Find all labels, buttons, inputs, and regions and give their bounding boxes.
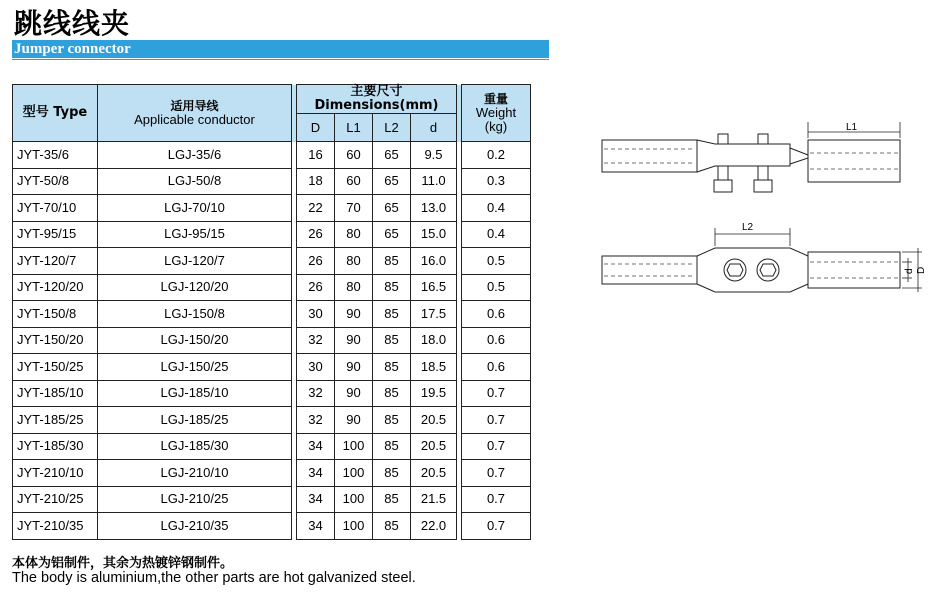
bolt-nut-2 (758, 166, 768, 180)
header-conductor-en: Applicable conductor (134, 112, 255, 127)
cell-D: 22 (297, 195, 335, 222)
banner-underline (12, 59, 549, 60)
cell-d: 9.5 (411, 142, 457, 169)
cell-weight: 0.2 (462, 142, 531, 169)
cell-L2: 85 (373, 407, 411, 434)
cell-weight: 0.4 (462, 195, 531, 222)
label-L2: L2 (742, 222, 754, 233)
cell-d: 22.0 (411, 513, 457, 540)
cell-L1: 60 (335, 142, 373, 169)
label-d: d (904, 268, 915, 274)
cell-d: 21.5 (411, 486, 457, 513)
cell-conductor: LGJ-185/25 (98, 407, 292, 434)
cell-D: 26 (297, 274, 335, 301)
cell-d: 20.5 (411, 407, 457, 434)
right-sleeve-top (808, 252, 900, 288)
hex-1 (727, 264, 743, 276)
cell-weight: 0.7 (462, 407, 531, 434)
section-banner (12, 40, 549, 58)
cell-d: 16.5 (411, 274, 457, 301)
left-sleeve-top (602, 256, 697, 284)
cell-d: 15.0 (411, 221, 457, 248)
cell-L1: 100 (335, 486, 373, 513)
cell-D: 32 (297, 327, 335, 354)
header-weight (462, 85, 531, 142)
header-weight-en: Weight (475, 105, 517, 120)
cell-weight: 0.7 (462, 486, 531, 513)
cell-L1: 90 (335, 301, 373, 328)
cell-conductor: LGJ-210/10 (98, 460, 292, 487)
header-d: d (411, 114, 457, 142)
cell-conductor: LGJ-150/25 (98, 354, 292, 381)
header-D: D (297, 114, 335, 142)
cell-weight: 0.5 (462, 248, 531, 275)
cell-weight: 0.7 (462, 513, 531, 540)
cell-L1: 80 (335, 248, 373, 275)
cell-L1: 100 (335, 460, 373, 487)
table-row (13, 327, 531, 354)
right-sleeve-side (808, 140, 900, 182)
cell-L1: 90 (335, 327, 373, 354)
cell-L2: 85 (373, 380, 411, 407)
cell-L1: 70 (335, 195, 373, 222)
spec-table (12, 84, 531, 540)
cell-type: JYT-50/8 (13, 168, 98, 195)
cell-weight: 0.7 (462, 380, 531, 407)
connector-drawing (590, 110, 940, 310)
table-row (13, 195, 531, 222)
cell-type: JYT-185/30 (13, 433, 98, 460)
header-type: 型号 Type (13, 85, 98, 142)
table-row (13, 221, 531, 248)
cell-conductor: LGJ-150/20 (98, 327, 292, 354)
cell-conductor: LGJ-185/10 (98, 380, 292, 407)
cell-conductor: LGJ-50/8 (98, 168, 292, 195)
cell-conductor: LGJ-150/8 (98, 301, 292, 328)
cell-L2: 85 (373, 248, 411, 275)
table-row (13, 433, 531, 460)
cell-D: 34 (297, 513, 335, 540)
note-en: The body is aluminium,the other parts are hot galvanized steel. (12, 570, 416, 586)
cell-type: JYT-150/25 (13, 354, 98, 381)
header-L2: L2 (373, 114, 411, 142)
cell-type: JYT-35/6 (13, 142, 98, 169)
cell-D: 16 (297, 142, 335, 169)
label-D: D (916, 266, 927, 274)
cell-type: JYT-185/10 (13, 380, 98, 407)
bolt-head-2 (758, 134, 768, 144)
cell-L1: 90 (335, 407, 373, 434)
table-row (13, 274, 531, 301)
cell-D: 30 (297, 354, 335, 381)
cell-weight: 0.6 (462, 301, 531, 328)
cell-L1: 90 (335, 354, 373, 381)
cell-weight: 0.4 (462, 221, 531, 248)
nut-1 (714, 180, 732, 192)
cell-d: 19.5 (411, 380, 457, 407)
cell-type: JYT-150/20 (13, 327, 98, 354)
cell-conductor: LGJ-35/6 (98, 142, 292, 169)
cell-type: JYT-95/15 (13, 221, 98, 248)
cell-D: 30 (297, 301, 335, 328)
cell-D: 34 (297, 433, 335, 460)
table-header-row-1 (13, 85, 531, 114)
table-row (13, 380, 531, 407)
page-title: 跳线线夹 (14, 7, 131, 40)
left-sleeve-side (602, 140, 697, 172)
hex-2 (760, 264, 776, 276)
cell-L2: 85 (373, 301, 411, 328)
header-weight-cn: 重量 (483, 92, 508, 106)
cell-D: 34 (297, 460, 335, 487)
cell-d: 20.5 (411, 433, 457, 460)
cell-conductor: LGJ-120/20 (98, 274, 292, 301)
cell-weight: 0.3 (462, 168, 531, 195)
cell-type: JYT-210/10 (13, 460, 98, 487)
cell-D: 18 (297, 168, 335, 195)
bolt-nut-1 (718, 166, 728, 180)
cell-weight: 0.7 (462, 433, 531, 460)
cell-L1: 80 (335, 221, 373, 248)
cell-L2: 85 (373, 327, 411, 354)
cell-L1: 100 (335, 513, 373, 540)
cell-D: 34 (297, 486, 335, 513)
clamp-body-side (697, 140, 790, 172)
header-conductor-cn: 适用导线 (170, 99, 219, 113)
cell-L2: 85 (373, 354, 411, 381)
label-L1: L1 (846, 122, 858, 133)
cell-L2: 85 (373, 513, 411, 540)
cell-L1: 100 (335, 433, 373, 460)
cell-weight: 0.7 (462, 460, 531, 487)
table-row (13, 301, 531, 328)
cell-d: 13.0 (411, 195, 457, 222)
neck-side (790, 148, 808, 164)
cell-D: 32 (297, 407, 335, 434)
cell-weight: 0.6 (462, 327, 531, 354)
cell-d: 18.0 (411, 327, 457, 354)
cell-L2: 85 (373, 274, 411, 301)
cell-type: JYT-120/7 (13, 248, 98, 275)
header-L1: L1 (335, 114, 373, 142)
cell-d: 20.5 (411, 460, 457, 487)
cell-L2: 85 (373, 460, 411, 487)
cell-L2: 85 (373, 433, 411, 460)
table-row (13, 513, 531, 540)
cell-L1: 80 (335, 274, 373, 301)
table-row (13, 354, 531, 381)
cell-conductor: LGJ-95/15 (98, 221, 292, 248)
cell-L2: 65 (373, 195, 411, 222)
section-title: Jumper connector (14, 41, 131, 57)
cell-type: JYT-120/20 (13, 274, 98, 301)
cell-conductor: LGJ-185/30 (98, 433, 292, 460)
clamp-body-top (697, 248, 808, 292)
table-row (13, 142, 531, 169)
cell-type: JYT-185/25 (13, 407, 98, 434)
cell-conductor: LGJ-70/10 (98, 195, 292, 222)
table-row (13, 168, 531, 195)
header-dimensions: 主要尺寸 Dimensions(mm) (297, 85, 457, 114)
cell-weight: 0.6 (462, 354, 531, 381)
cell-D: 32 (297, 380, 335, 407)
cell-L1: 60 (335, 168, 373, 195)
cell-conductor: LGJ-210/25 (98, 486, 292, 513)
cell-conductor: LGJ-210/35 (98, 513, 292, 540)
cell-type: JYT-210/35 (13, 513, 98, 540)
cell-d: 17.5 (411, 301, 457, 328)
table-row (13, 407, 531, 434)
cell-D: 26 (297, 221, 335, 248)
nut-2 (754, 180, 772, 192)
bolt-head-1 (718, 134, 728, 144)
cell-type: JYT-210/25 (13, 486, 98, 513)
cell-type: JYT-70/10 (13, 195, 98, 222)
cell-L2: 65 (373, 142, 411, 169)
cell-d: 16.0 (411, 248, 457, 275)
table-row (13, 460, 531, 487)
cell-weight: 0.5 (462, 274, 531, 301)
cell-L2: 65 (373, 221, 411, 248)
cell-conductor: LGJ-120/7 (98, 248, 292, 275)
cell-d: 11.0 (411, 168, 457, 195)
note-cn: 本体为铝制件，其余为热镀锌钢制件。 (12, 556, 234, 571)
cell-type: JYT-150/8 (13, 301, 98, 328)
table-row (13, 486, 531, 513)
cell-D: 26 (297, 248, 335, 275)
cell-L2: 65 (373, 168, 411, 195)
cell-d: 18.5 (411, 354, 457, 381)
cell-L2: 85 (373, 486, 411, 513)
header-weight-unit: (kg) (484, 119, 508, 134)
cell-L1: 90 (335, 380, 373, 407)
header-conductor (98, 85, 292, 142)
table-row (13, 248, 531, 275)
